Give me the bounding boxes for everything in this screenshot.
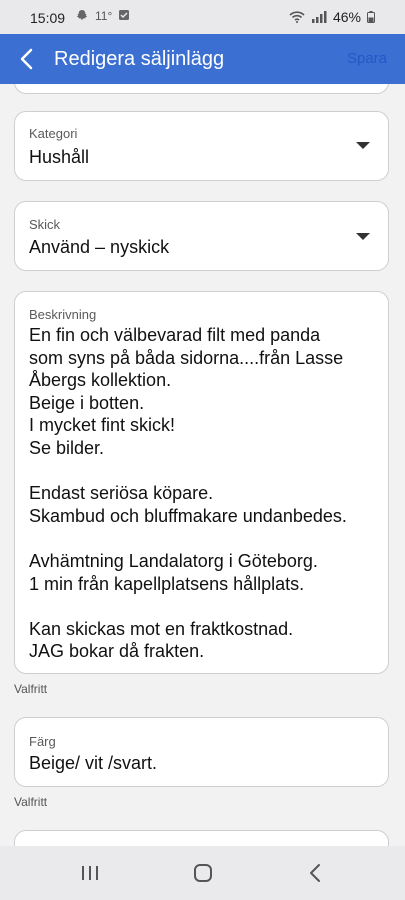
battery-level: 46% xyxy=(332,9,361,25)
condition-value: Använd – nyskick xyxy=(29,237,170,257)
notification-icons xyxy=(75,9,130,23)
wifi-icon xyxy=(289,11,305,23)
category-label: Kategori xyxy=(29,126,78,141)
image-icon xyxy=(118,9,130,21)
home-button[interactable] xyxy=(185,858,221,888)
snapchat-icon xyxy=(75,9,89,23)
next-field[interactable] xyxy=(14,830,389,846)
description-field[interactable] xyxy=(14,291,389,674)
field-above[interactable] xyxy=(14,84,389,94)
save-button[interactable]: Spara xyxy=(346,50,387,67)
app-bar xyxy=(0,34,405,84)
condition-select[interactable] xyxy=(14,201,389,271)
status-time: 15:09 xyxy=(30,10,66,26)
recent-apps-button[interactable] xyxy=(72,858,108,888)
dropdown-arrow-icon xyxy=(356,142,370,149)
battery-icon xyxy=(367,11,375,23)
back-button[interactable] xyxy=(14,43,42,75)
form-content[interactable] xyxy=(0,84,405,846)
status-right xyxy=(289,9,375,25)
color-label: Färg xyxy=(29,734,56,749)
recent-apps-icon xyxy=(72,858,108,888)
description-hint: Valfritt xyxy=(14,682,48,696)
condition-label: Skick xyxy=(29,217,61,232)
home-icon xyxy=(185,858,221,888)
description-label: Beskrivning xyxy=(29,307,97,322)
status-bar xyxy=(0,0,405,34)
color-field[interactable] xyxy=(14,717,389,787)
color-hint: Valfritt xyxy=(14,795,48,809)
color-value: Beige/ vit /svart. xyxy=(29,753,158,773)
description-text: En fin och välbevarad filt med panda som syns på båda sidorna....från Lasse Åbergs kollektion. Beige i botten. I mycket fint skick! Se bilder. Endast seriösa köpare. Skambud och bluffmakare undanbedes. Avhämtning Landalatorg i Göteborg. 1 min från kapellplatsens hållplats. Kan skickas mot en fraktkostnad. JAG bokar då frakten. xyxy=(29,325,347,662)
page-title: Redigera säljinlägg xyxy=(54,48,225,70)
temperature: 11° xyxy=(95,9,113,23)
navigation-bar xyxy=(0,846,405,900)
back-nav-button[interactable] xyxy=(298,858,334,888)
chevron-left-icon xyxy=(14,43,42,75)
category-select[interactable] xyxy=(14,111,389,181)
category-value: Hushåll xyxy=(29,147,90,167)
signal-icon xyxy=(311,11,327,23)
back-nav-icon xyxy=(298,858,334,888)
dropdown-arrow-icon xyxy=(356,233,370,240)
